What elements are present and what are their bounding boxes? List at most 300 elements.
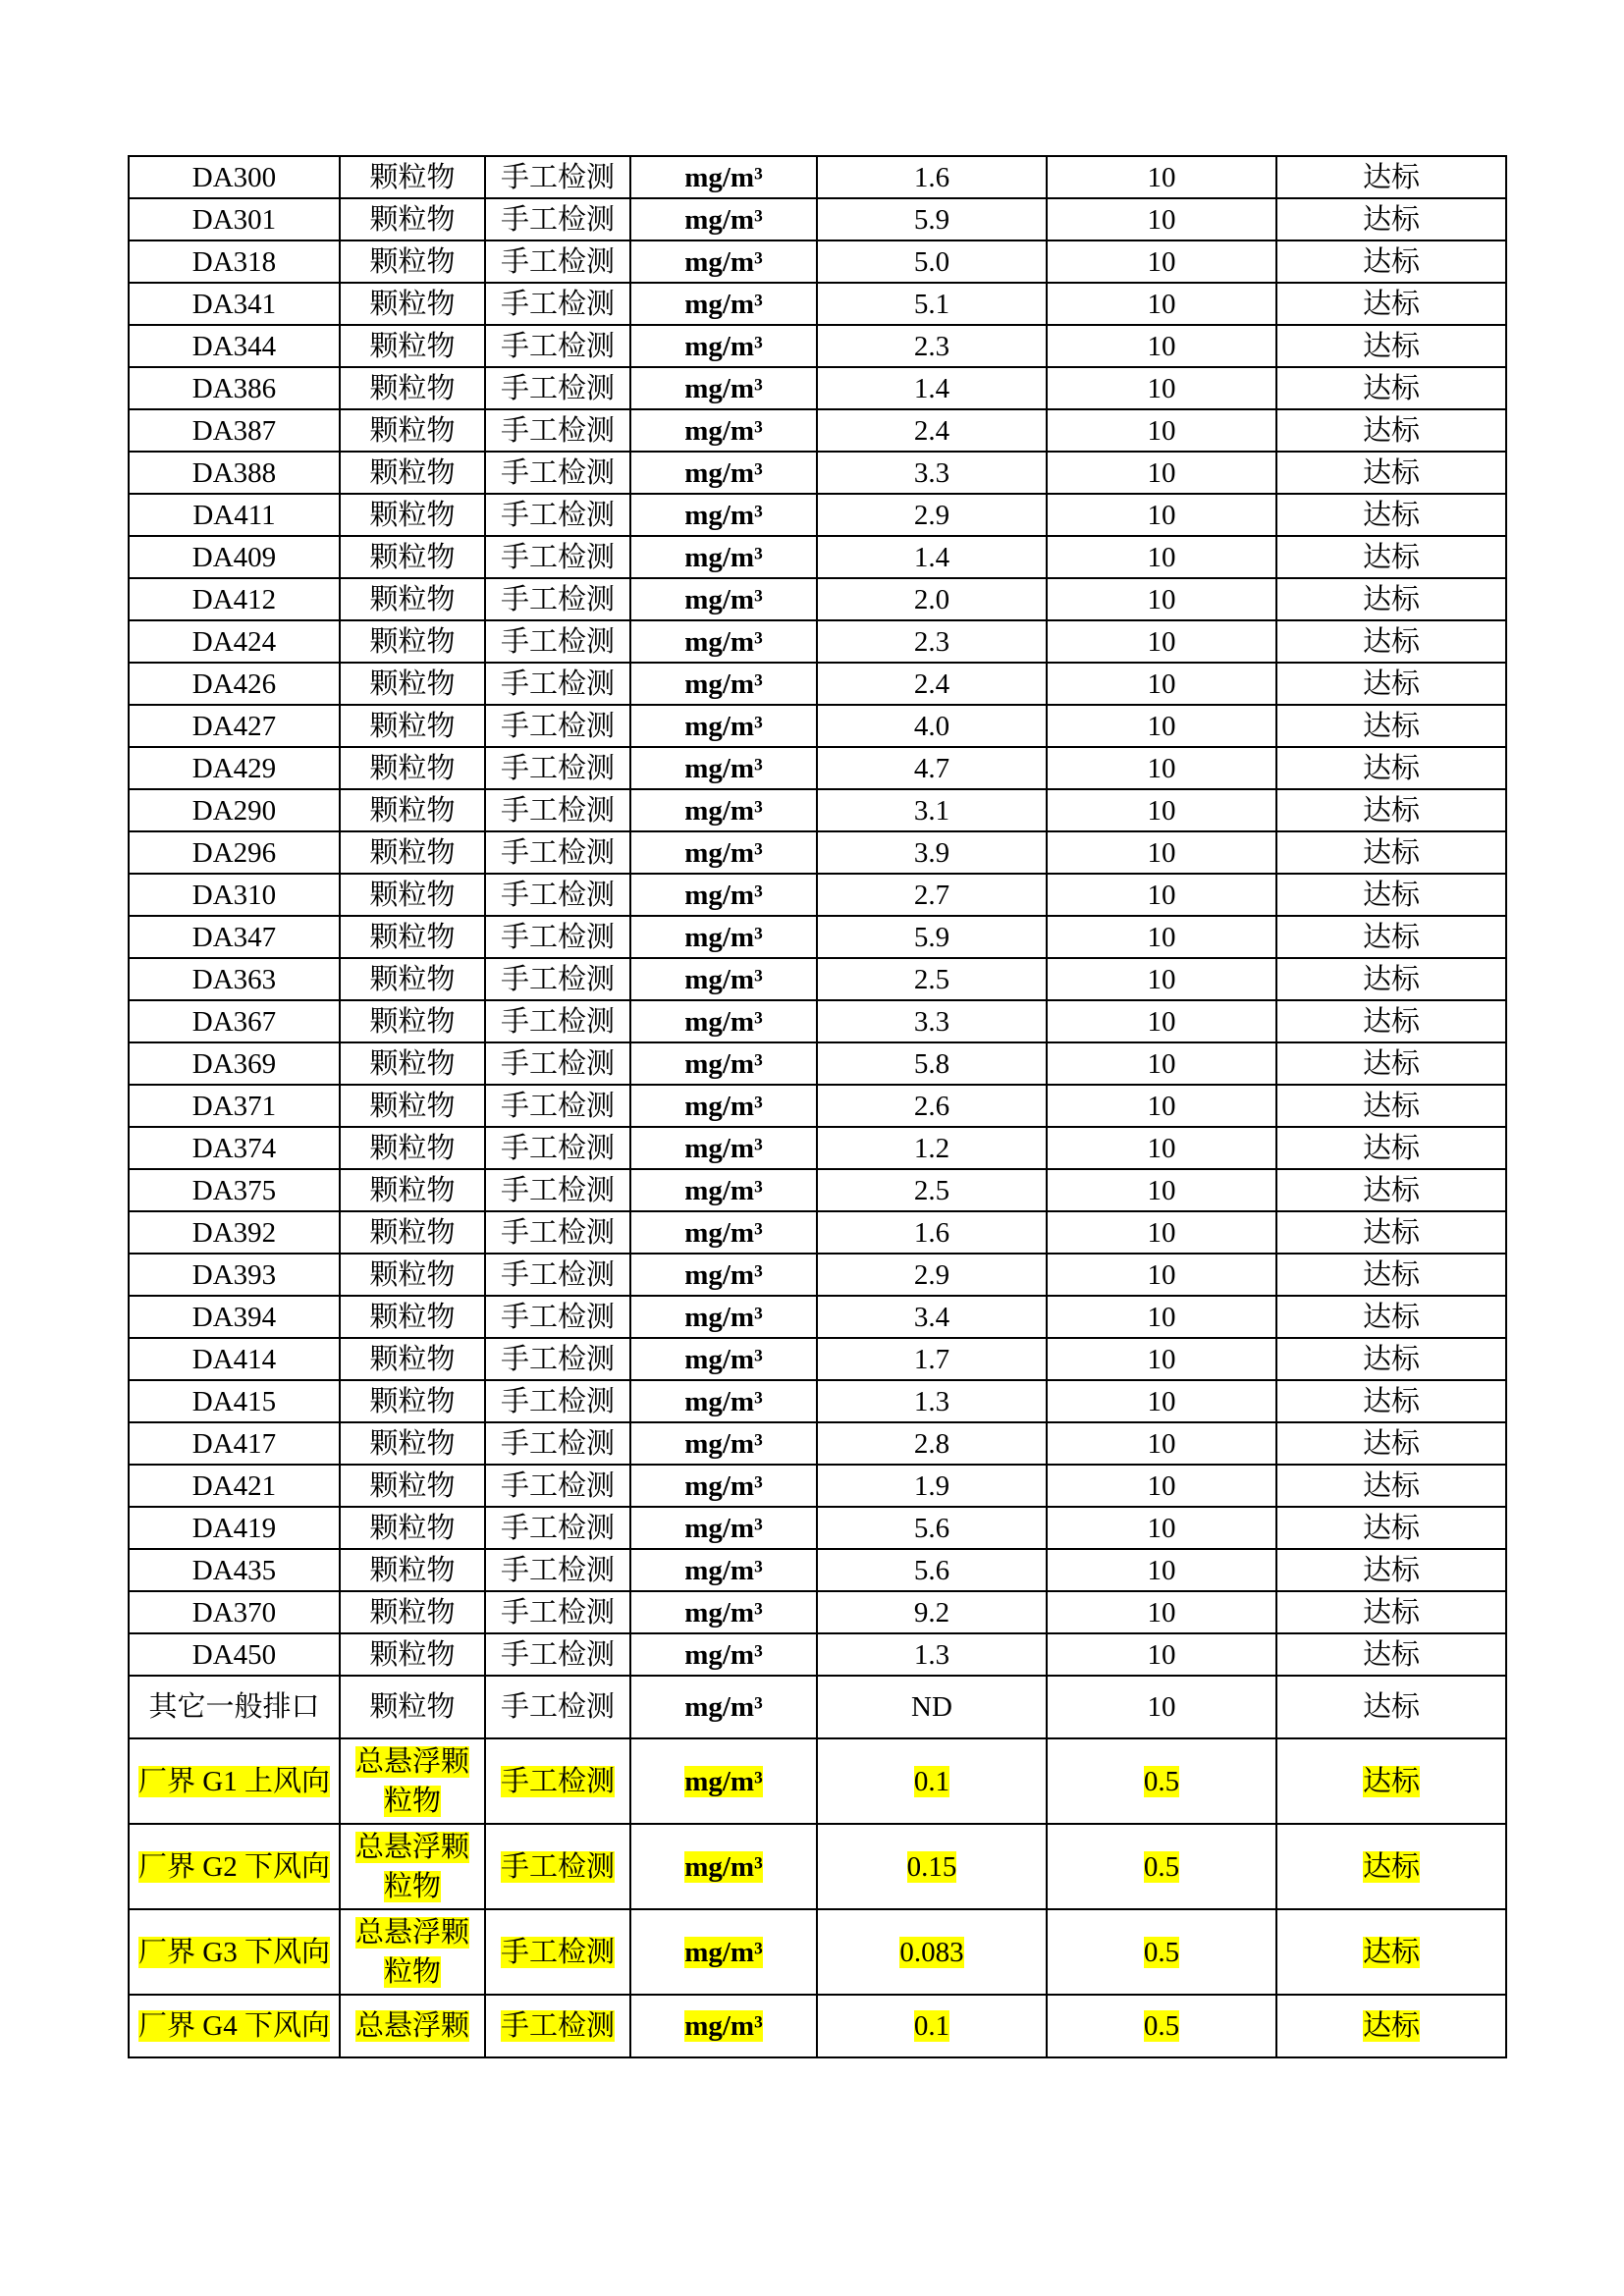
limit-cell-text: 0.5 [1143, 1765, 1180, 1797]
method-cell [485, 620, 630, 663]
limit-cell-text: 10 [1147, 1427, 1176, 1460]
pollutant-cell-text: 颗粒物 [369, 1554, 456, 1586]
unit-text: mg/m³ [684, 583, 763, 615]
pollutant-cell-text: 颗粒物 [369, 583, 456, 615]
limit-cell [1047, 198, 1276, 240]
result-cell-text: 达标 [1362, 794, 1420, 827]
point-cell [129, 1507, 340, 1549]
method-cell [485, 1380, 630, 1422]
value-cell [817, 663, 1047, 705]
result-cell [1276, 409, 1506, 452]
method-cell [485, 663, 630, 705]
result-cell [1276, 156, 1506, 198]
method-cell [485, 240, 630, 283]
method-cell [485, 1591, 630, 1633]
value-cell [817, 1169, 1047, 1211]
limit-cell [1047, 1633, 1276, 1676]
limit-cell-text: 0.5 [1143, 1936, 1180, 1968]
limit-cell-text: 10 [1147, 1469, 1176, 1502]
unit-cell [630, 1633, 817, 1676]
unit-text: mg/m³ [684, 1691, 763, 1723]
limit-cell-text: 10 [1147, 1005, 1176, 1038]
unit-cell [630, 663, 817, 705]
pollutant-cell-text: 颗粒物 [369, 1596, 456, 1629]
point-cell-text: DA426 [191, 667, 277, 700]
value-cell [817, 367, 1047, 409]
point-cell-text: DA392 [191, 1216, 277, 1249]
limit-cell-text: 10 [1147, 1216, 1176, 1249]
point-cell [129, 452, 340, 494]
point-cell-text: DA296 [191, 836, 277, 869]
limit-cell [1047, 283, 1276, 325]
unit-text: mg/m³ [684, 879, 763, 911]
unit-cell [630, 620, 817, 663]
point-cell-text: DA411 [192, 499, 276, 531]
value-cell-text: 2.8 [913, 1427, 950, 1460]
method-cell-text: 手工检测 [500, 1132, 615, 1164]
pollutant-cell [340, 1507, 485, 1549]
unit-text: mg/m³ [684, 1301, 763, 1333]
pollutant-cell [340, 663, 485, 705]
method-cell-text: 手工检测 [500, 752, 615, 784]
pollutant-cell-text: 颗粒物 [369, 1512, 456, 1544]
result-cell-text: 达标 [1362, 1005, 1420, 1038]
point-cell-text: DA300 [191, 161, 277, 193]
method-cell-text: 手工检测 [500, 1343, 615, 1375]
result-cell [1276, 789, 1506, 831]
point-cell [129, 916, 340, 958]
limit-cell [1047, 1296, 1276, 1338]
pollutant-cell [340, 536, 485, 578]
pollutant-cell-text: 颗粒物 [369, 1301, 456, 1333]
unit-text: mg/m³ [684, 625, 763, 658]
method-cell [485, 831, 630, 874]
value-cell-text: 1.6 [913, 161, 950, 193]
point-cell [129, 1296, 340, 1338]
limit-cell [1047, 409, 1276, 452]
value-cell-text: 3.4 [913, 1301, 950, 1333]
pollutant-cell-text: 颗粒物 [369, 161, 456, 193]
method-cell-text: 手工检测 [500, 541, 615, 573]
limit-cell [1047, 1507, 1276, 1549]
limit-cell [1047, 1127, 1276, 1169]
unit-text: mg/m³ [684, 330, 763, 362]
pollutant-line1: 总悬浮颗 [354, 1831, 469, 1863]
limit-cell-text: 10 [1147, 372, 1176, 404]
limit-cell [1047, 747, 1276, 789]
unit-cell [630, 156, 817, 198]
value-cell-text: 3.1 [913, 794, 950, 827]
pollutant-cell-text: 颗粒物 [369, 541, 456, 573]
value-cell [817, 1591, 1047, 1633]
limit-cell [1047, 620, 1276, 663]
point-cell [129, 1169, 340, 1211]
method-cell-text: 手工检测 [500, 625, 615, 658]
point-cell-text: DA429 [191, 752, 277, 784]
result-cell-text: 达标 [1362, 752, 1420, 784]
result-cell-text: 达标 [1362, 288, 1420, 320]
method-cell-text: 手工检测 [500, 667, 615, 700]
pollutant-cell [340, 1738, 485, 1824]
table-row [129, 367, 1506, 409]
method-cell [485, 1465, 630, 1507]
point-cell-text: 厂界 G1 上风向 [138, 1765, 330, 1797]
method-cell [485, 1422, 630, 1465]
value-cell [817, 198, 1047, 240]
result-cell [1276, 1422, 1506, 1465]
unit-cell [630, 1338, 817, 1380]
value-cell [817, 1211, 1047, 1254]
unit-text: mg/m³ [684, 1047, 763, 1080]
result-cell [1276, 1909, 1506, 1995]
method-cell [485, 916, 630, 958]
table-row [129, 452, 1506, 494]
unit-text: mg/m³ [684, 456, 763, 489]
table-row [129, 1422, 1506, 1465]
result-cell-text: 达标 [1362, 1554, 1420, 1586]
monitoring-results-table-page [128, 155, 1505, 2058]
method-cell-text: 手工检测 [500, 1469, 615, 1502]
method-cell [485, 283, 630, 325]
result-cell-text: 达标 [1362, 1638, 1420, 1671]
unit-cell [630, 1676, 817, 1738]
point-cell-text: DA424 [191, 625, 277, 658]
limit-cell [1047, 1380, 1276, 1422]
result-cell [1276, 1824, 1506, 1909]
table-row [129, 494, 1506, 536]
point-cell [129, 240, 340, 283]
unit-text: mg/m³ [684, 1258, 763, 1291]
pollutant-cell [340, 1085, 485, 1127]
value-cell-text: 2.4 [913, 414, 950, 447]
pollutant-cell [340, 1338, 485, 1380]
pollutant-cell-text: 颗粒物 [369, 288, 456, 320]
method-cell-text: 手工检测 [500, 245, 615, 278]
point-cell-text: DA450 [191, 1638, 277, 1671]
pollutant-cell [340, 705, 485, 747]
result-cell-text: 达标 [1362, 1216, 1420, 1249]
point-cell [129, 705, 340, 747]
unit-cell [630, 1738, 817, 1824]
pollutant-cell [340, 367, 485, 409]
value-cell-text: 5.0 [913, 245, 950, 278]
method-cell [485, 1909, 630, 1995]
method-cell-text: 手工检测 [500, 1850, 615, 1883]
point-cell-text: DA367 [191, 1005, 277, 1038]
method-cell [485, 1254, 630, 1296]
point-cell-text: 厂界 G2 下风向 [138, 1850, 330, 1883]
pollutant-cell [340, 1211, 485, 1254]
unit-text: mg/m³ [684, 1469, 763, 1502]
result-cell [1276, 1995, 1506, 2057]
value-cell-text: 3.3 [913, 456, 950, 489]
table-body [129, 156, 1506, 2057]
method-cell [485, 1338, 630, 1380]
limit-cell [1047, 1338, 1276, 1380]
unit-cell [630, 747, 817, 789]
table-row [129, 1085, 1506, 1127]
point-cell-text: DA363 [191, 963, 277, 995]
table-row [129, 1254, 1506, 1296]
pollutant-cell [340, 283, 485, 325]
table-row [129, 1042, 1506, 1085]
limit-cell [1047, 1995, 1276, 2057]
limit-cell [1047, 1909, 1276, 1995]
pollutant-cell-text: 颗粒物 [369, 1047, 456, 1080]
value-cell-text: 4.0 [913, 710, 950, 742]
pollutant-cell-text: 颗粒物 [369, 245, 456, 278]
unit-cell [630, 494, 817, 536]
pollutant-cell-text: 颗粒物 [369, 1343, 456, 1375]
limit-cell [1047, 452, 1276, 494]
result-cell-text: 达标 [1362, 203, 1420, 236]
unit-cell [630, 409, 817, 452]
value-cell-text: 1.4 [913, 541, 950, 573]
result-cell-text: 达标 [1362, 1936, 1420, 1968]
pollutant-cell-text: 颗粒物 [369, 372, 456, 404]
point-cell [129, 1127, 340, 1169]
unit-cell [630, 705, 817, 747]
unit-text: mg/m³ [684, 921, 763, 953]
unit-cell [630, 367, 817, 409]
method-cell-text: 手工检测 [500, 330, 615, 362]
method-cell-text: 手工检测 [500, 583, 615, 615]
point-cell [129, 789, 340, 831]
result-cell-text: 达标 [1362, 1090, 1420, 1122]
method-cell-text: 手工检测 [500, 456, 615, 489]
value-cell [817, 747, 1047, 789]
table-row [129, 663, 1506, 705]
result-cell-text: 达标 [1362, 836, 1420, 869]
unit-text: mg/m³ [684, 836, 763, 869]
limit-cell-text: 10 [1147, 541, 1176, 573]
limit-cell-text: 10 [1147, 1691, 1176, 1723]
table-row [129, 1465, 1506, 1507]
method-cell-text: 手工检测 [500, 963, 615, 995]
unit-cell [630, 958, 817, 1000]
pollutant-cell [340, 1296, 485, 1338]
value-cell [817, 1000, 1047, 1042]
limit-cell-text: 10 [1147, 161, 1176, 193]
result-cell-text: 达标 [1362, 1301, 1420, 1333]
unit-text: mg/m³ [684, 2010, 763, 2042]
point-cell [129, 831, 340, 874]
pollutant-cell [340, 958, 485, 1000]
value-cell-text: 0.15 [906, 1850, 957, 1883]
table-row [129, 283, 1506, 325]
result-cell-text: 达标 [1362, 414, 1420, 447]
unit-text: mg/m³ [684, 1132, 763, 1164]
point-cell [129, 1422, 340, 1465]
result-cell-text: 达标 [1362, 963, 1420, 995]
result-cell [1276, 283, 1506, 325]
pollutant-cell [340, 1549, 485, 1591]
value-cell-text: 2.7 [913, 879, 950, 911]
value-cell [817, 1042, 1047, 1085]
limit-cell [1047, 578, 1276, 620]
unit-text: mg/m³ [684, 499, 763, 531]
value-cell [817, 325, 1047, 367]
table-row [129, 916, 1506, 958]
point-cell-text: DA414 [191, 1343, 277, 1375]
unit-cell [630, 874, 817, 916]
limit-cell-text: 10 [1147, 625, 1176, 658]
limit-cell-text: 10 [1147, 203, 1176, 236]
table-row [129, 156, 1506, 198]
value-cell-text: 3.3 [913, 1005, 950, 1038]
point-cell-text: DA415 [191, 1385, 277, 1417]
point-cell [129, 1549, 340, 1591]
limit-cell [1047, 1591, 1276, 1633]
limit-cell-text: 10 [1147, 456, 1176, 489]
result-cell-text: 达标 [1362, 1850, 1420, 1883]
pollutant-cell [340, 1824, 485, 1909]
result-cell [1276, 1549, 1506, 1591]
unit-text: mg/m³ [684, 1005, 763, 1038]
point-cell-text: DA387 [191, 414, 277, 447]
method-cell-text: 手工检测 [500, 1765, 615, 1797]
result-cell-text: 达标 [1362, 667, 1420, 700]
method-cell [485, 1738, 630, 1824]
method-cell-text: 手工检测 [500, 1047, 615, 1080]
point-cell-text: DA393 [191, 1258, 277, 1291]
value-cell-text: 1.9 [913, 1469, 950, 1502]
unit-text: mg/m³ [684, 1638, 763, 1671]
point-cell-text: DA370 [191, 1596, 277, 1629]
limit-cell-text: 10 [1147, 752, 1176, 784]
result-cell [1276, 1085, 1506, 1127]
point-cell-text: DA369 [191, 1047, 277, 1080]
pollutant-cell-text: 颗粒物 [369, 963, 456, 995]
value-cell [817, 1995, 1047, 2057]
value-cell-text: 2.0 [913, 583, 950, 615]
point-cell [129, 325, 340, 367]
value-cell [817, 1422, 1047, 1465]
pollutant-cell [340, 240, 485, 283]
method-cell-text: 手工检测 [500, 1936, 615, 1968]
point-cell-text: DA409 [191, 541, 277, 573]
pollutant-cell [340, 1000, 485, 1042]
pollutant-cell [340, 620, 485, 663]
result-cell [1276, 325, 1506, 367]
limit-cell [1047, 958, 1276, 1000]
pollutant-cell-text: 颗粒物 [369, 203, 456, 236]
method-cell [485, 1211, 630, 1254]
value-cell [817, 1738, 1047, 1824]
table-row [129, 1591, 1506, 1633]
limit-cell [1047, 1254, 1276, 1296]
method-cell-text: 手工检测 [500, 1174, 615, 1206]
result-cell [1276, 1169, 1506, 1211]
unit-cell [630, 1507, 817, 1549]
limit-cell-text: 10 [1147, 921, 1176, 953]
point-cell-text: DA421 [191, 1469, 277, 1502]
unit-cell [630, 198, 817, 240]
table-row-other-outlets [129, 1676, 1506, 1738]
pollutant-cell-text: 颗粒物 [369, 879, 456, 911]
pollutant-cell [340, 452, 485, 494]
value-cell-text: 2.6 [913, 1090, 950, 1122]
table-row [129, 198, 1506, 240]
value-cell-text: 2.5 [913, 963, 950, 995]
unit-cell [630, 1909, 817, 1995]
unit-text: mg/m³ [684, 710, 763, 742]
pollutant-cell [340, 1169, 485, 1211]
point-cell [129, 1824, 340, 1909]
value-cell [817, 283, 1047, 325]
limit-cell [1047, 1169, 1276, 1211]
pollutant-cell-text: 颗粒物 [369, 794, 456, 827]
pollutant-cell [340, 916, 485, 958]
limit-cell-text: 10 [1147, 1385, 1176, 1417]
result-cell-text: 达标 [1362, 921, 1420, 953]
unit-text: mg/m³ [684, 1427, 763, 1460]
result-cell-text: 达标 [1362, 1691, 1420, 1723]
unit-cell [630, 578, 817, 620]
unit-cell [630, 325, 817, 367]
table-row [129, 536, 1506, 578]
result-cell-text: 达标 [1362, 1469, 1420, 1502]
point-cell [129, 578, 340, 620]
result-cell [1276, 1507, 1506, 1549]
unit-text: mg/m³ [684, 1850, 763, 1883]
unit-cell [630, 1042, 817, 1085]
point-cell-text: DA290 [191, 794, 277, 827]
table-row [129, 705, 1506, 747]
table-row-boundary [129, 1824, 1506, 1909]
unit-cell [630, 1591, 817, 1633]
limit-cell-text: 10 [1147, 583, 1176, 615]
point-cell [129, 198, 340, 240]
point-cell [129, 536, 340, 578]
pollutant-cell-text: 颗粒物 [369, 836, 456, 869]
pollutant-line1: 总悬浮颗 [354, 2010, 469, 2042]
value-cell [817, 958, 1047, 1000]
pollutant-cell [340, 1127, 485, 1169]
unit-text: mg/m³ [684, 1936, 763, 1968]
table-row [129, 325, 1506, 367]
point-cell [129, 1338, 340, 1380]
value-cell-text: 0.083 [899, 1936, 964, 1968]
unit-cell [630, 536, 817, 578]
pollutant-cell [340, 494, 485, 536]
pollutant-cell [340, 1465, 485, 1507]
table-row [129, 1169, 1506, 1211]
result-cell [1276, 916, 1506, 958]
value-cell-text: 1.3 [913, 1638, 950, 1671]
limit-cell [1047, 874, 1276, 916]
result-cell [1276, 198, 1506, 240]
result-cell [1276, 1296, 1506, 1338]
pollutant-cell-text: 颗粒物 [369, 1174, 456, 1206]
value-cell-text: 3.9 [913, 836, 950, 869]
point-cell [129, 1633, 340, 1676]
value-cell-text: 4.7 [913, 752, 950, 784]
point-cell [129, 620, 340, 663]
limit-cell [1047, 1738, 1276, 1824]
method-cell [485, 367, 630, 409]
unit-text: mg/m³ [684, 667, 763, 700]
method-cell-text: 手工检测 [500, 794, 615, 827]
pollutant-cell [340, 831, 485, 874]
pollutant-cell [340, 1254, 485, 1296]
method-cell-text: 手工检测 [500, 1554, 615, 1586]
unit-text: mg/m³ [684, 288, 763, 320]
point-cell [129, 1254, 340, 1296]
point-cell-text: DA386 [191, 372, 277, 404]
unit-text: mg/m³ [684, 1174, 763, 1206]
method-cell-text: 手工检测 [500, 414, 615, 447]
